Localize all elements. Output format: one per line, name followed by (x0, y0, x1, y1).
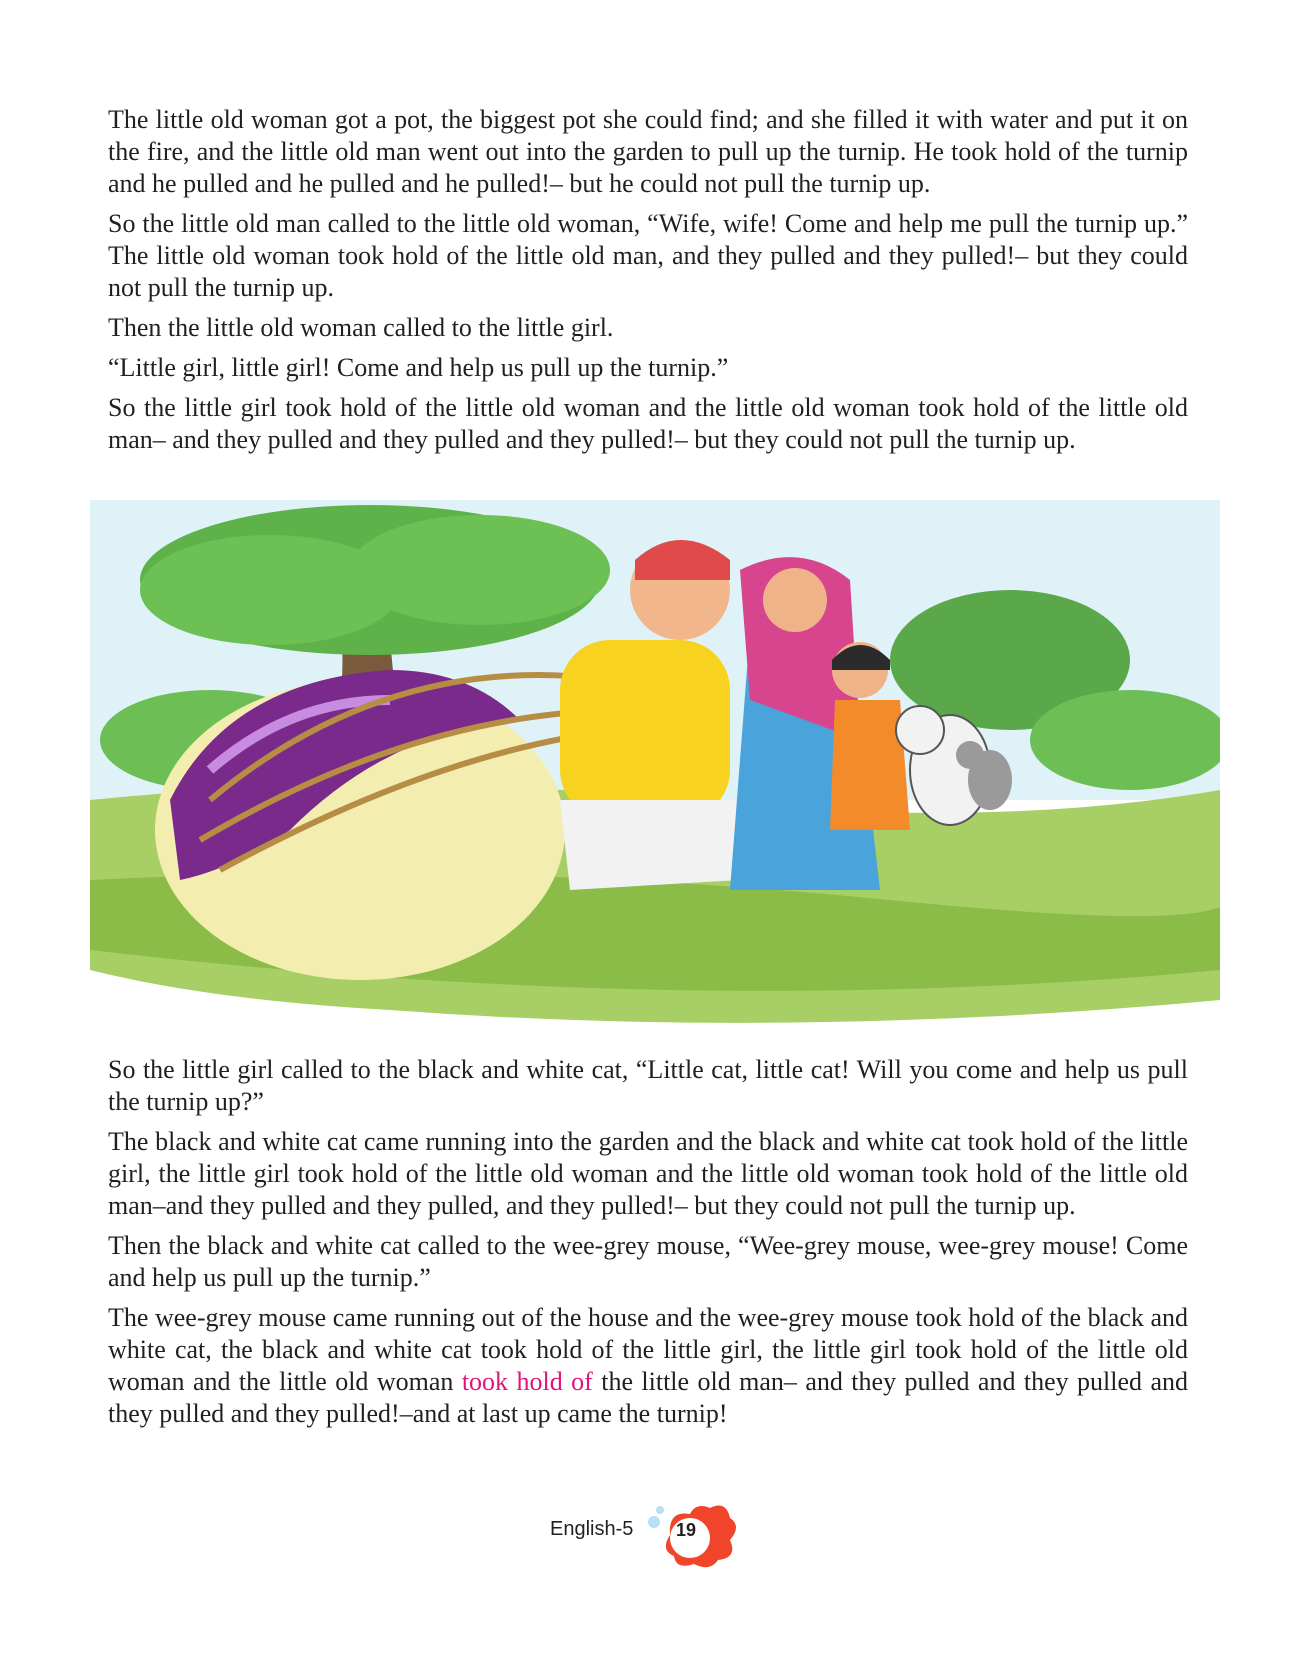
paragraph-last (108, 1302, 1188, 1430)
story-text-bottom (108, 1054, 1188, 1438)
story-text-top (108, 104, 1188, 464)
paragraph: Then the little old woman called to the little girl. (108, 313, 614, 342)
text-segment: the little old man– and they pulled and they pulled and they pulled and they pulled!–and at last up came the turnip! (108, 1367, 1189, 1428)
page-number: 19 (675, 1520, 697, 1540)
paragraph: The black and white cat came running into the garden and the black and white cat took hold of the little girl, the little girl took hold of the little old woman and the little old woman took hold of the little old man–and they pulled and they pulled, and they pulled!– but they could not pull the turnip up. (108, 1127, 1188, 1220)
paragraph: So the little old man called to the little old woman, “Wife, wife! Come and help me pull the turnip up.” The little old woman took hold of the little old man, and they pulled and they pulled!– but they could not pull the turnip up. (108, 209, 1188, 302)
paragraph: So the little girl called to the black and white cat, “Little cat, little cat! Will you come and help us pull the turnip up?” (108, 1055, 1188, 1116)
page-footer (540, 1500, 760, 1570)
paragraph: So the little girl took hold of the little old woman and the little old woman took hold of the little old man– and they pulled and they pulled and they pulled!– but they could not pull the turnip up. (108, 393, 1188, 454)
highlighted-phrase: took hold of (461, 1367, 593, 1396)
text-segment: The wee-grey mouse came running out of the house and the wee-grey mouse took hold of the black and white cat, the black and white cat took hold of the little girl, the little girl took hold of the little old woman and the little old woman (108, 1303, 1188, 1396)
turnip-pulling-illustration (90, 500, 1220, 1060)
book-label: English-5 (550, 1518, 634, 1540)
paragraph: “Little girl, little girl! Come and help us pull up the turnip.” (108, 353, 729, 382)
paragraph: The little old woman got a pot, the biggest pot she could find; and she filled it with water and put it on the fire, and the little old man went out into the garden to pull up the turnip. He took hold of the turnip and he pulled and he pulled and he pulled!– but he could not pull the turnip up. (108, 105, 1188, 198)
paragraph: Then the black and white cat called to the wee-grey mouse, “Wee-grey mouse, wee-grey mouse! Come and help us pull up the turnip.” (108, 1231, 1188, 1292)
